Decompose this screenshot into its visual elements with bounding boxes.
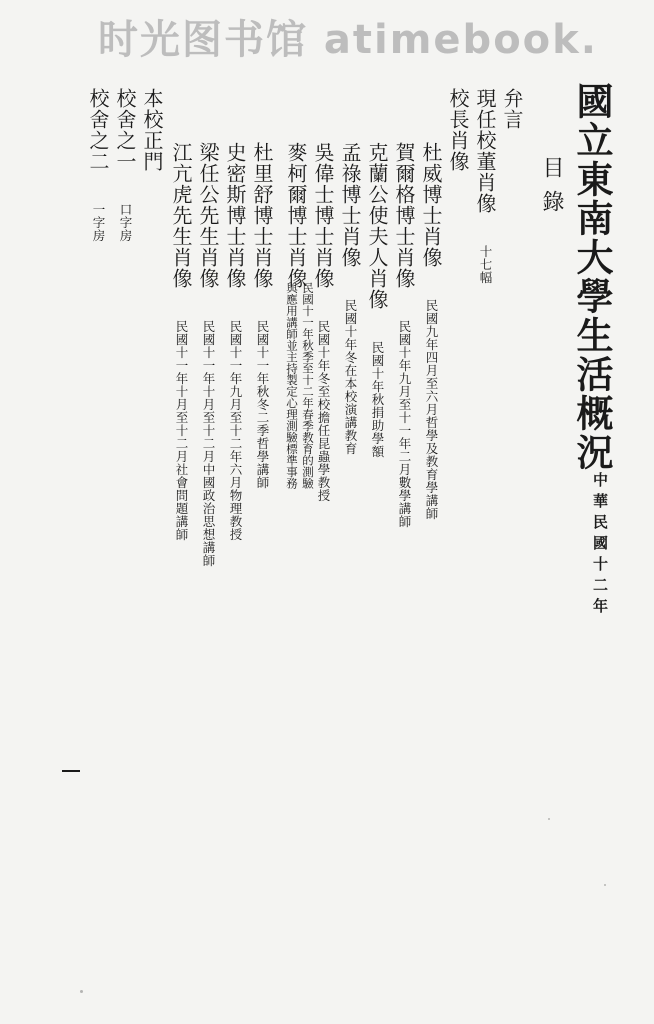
document-title: 國立東南大學生活概況 xyxy=(570,82,614,472)
toc-entry-note: 民國十一年九月至十二年六月物理教授 xyxy=(228,320,243,541)
toc-entry-label: 賀爾格博士肖像 xyxy=(392,142,416,289)
page-number xyxy=(62,770,80,772)
toc-entry-label: 校長肖像 xyxy=(446,88,470,172)
toc-entry xyxy=(500,88,524,130)
toc-entry-label: 孟祿博士肖像 xyxy=(338,142,362,268)
toc-entry xyxy=(86,88,110,242)
toc-entry-note: 民國十年冬至校擔任昆蟲學教授 xyxy=(316,320,331,502)
toc-entry-note: 十七幅 xyxy=(478,245,493,284)
toc-entry-label: 現任校董肖像 xyxy=(473,88,497,214)
toc-entry-label: 史密斯博士肖像 xyxy=(223,142,247,289)
toc-entry-note: 民國十一年秋冬二季哲學講師 xyxy=(255,320,270,489)
toc-entry-label: 本校正門 xyxy=(140,88,164,172)
toc-entry-note: 民國十年九月至十一年二月數學講師 xyxy=(397,320,412,528)
toc-entry xyxy=(365,142,389,458)
toc-entry-label: 吳偉士博士肖像 xyxy=(311,142,335,289)
watermark: 时光图书馆 atimebook. xyxy=(98,17,598,63)
toc-entry-label: 弁言 xyxy=(500,88,524,130)
toc-entry-note: 一字房 xyxy=(91,203,106,242)
toc-entry xyxy=(250,142,274,489)
toc-entry xyxy=(338,142,362,455)
toc-entry-note: 口字房 xyxy=(118,203,133,242)
toc-entry xyxy=(473,88,497,284)
publication-date: 中華民國十二年 xyxy=(591,472,609,619)
scan-speck xyxy=(80,990,83,993)
toc-entry xyxy=(113,88,137,242)
toc-entry-label: 梁任公先生肖像 xyxy=(196,142,220,289)
toc-entry xyxy=(169,142,193,541)
toc-entry-label: 克蘭公使夫人肖像 xyxy=(365,142,389,310)
toc-entry xyxy=(284,142,308,289)
toc-entry-label: 麥柯爾博士肖像 xyxy=(284,142,308,289)
toc-entry xyxy=(140,88,164,172)
toc-entry-label: 江亢虎先生肖像 xyxy=(169,142,193,289)
toc-entry xyxy=(392,142,416,528)
toc-entry-note: 民國九年四月至六月哲學及教育學講師 xyxy=(424,299,439,520)
toc-entry-label: 校舍之一 xyxy=(113,88,137,172)
toc-entry xyxy=(446,88,470,172)
scan-speck xyxy=(548,818,550,820)
toc-entry-label: 校舍之二 xyxy=(86,88,110,172)
toc-entry-note-line2 xyxy=(280,276,304,489)
toc-entry-note: 民國十年冬在本校演講教育 xyxy=(343,299,358,455)
toc-heading: 目錄 xyxy=(539,156,564,224)
toc-entry-label: 杜里舒博士肖像 xyxy=(250,142,274,289)
toc-entry-note: 與應用講師並主持製定心理測驗標準事務 xyxy=(285,282,299,489)
toc-entry xyxy=(223,142,247,541)
toc-entry-note: 民國十一年秋季至十二年春季教育的測驗 xyxy=(301,282,315,489)
toc-entry-note: 民國十一年十月至十二月社會問題講師 xyxy=(174,320,189,541)
toc-entry-note: 民國十年秋捐助學額 xyxy=(370,341,385,458)
scan-speck xyxy=(604,884,606,886)
toc-entry-label: 杜威博士肖像 xyxy=(419,142,443,268)
toc-entry-note: 民國十一年十月至十二月中國政治思想講師 xyxy=(201,320,216,567)
toc-entry xyxy=(419,142,443,520)
toc-entry xyxy=(196,142,220,567)
